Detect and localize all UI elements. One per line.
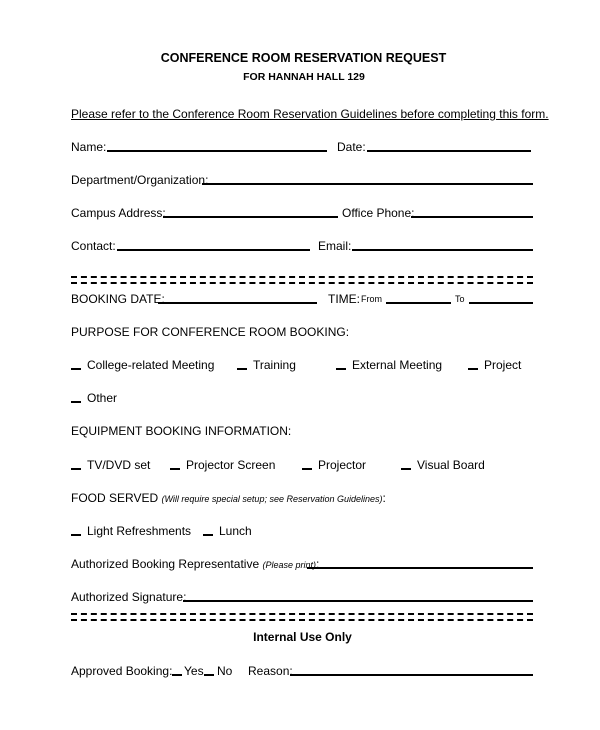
- department-field[interactable]: [202, 183, 533, 185]
- form-subtitle: FOR HANNAH HALL 129: [243, 71, 365, 83]
- representative-field[interactable]: [307, 567, 533, 569]
- food-option[interactable]: Light Refreshments: [71, 524, 191, 538]
- representative-label: Authorized Booking Representative (Please print):: [71, 557, 320, 571]
- campus-address-label: Campus Address:: [71, 206, 166, 220]
- instruction-text: Please refer to the Conference Room Reservation Guidelines before completing this form.: [71, 107, 549, 121]
- form-title: CONFERENCE ROOM RESERVATION REQUEST: [160, 51, 447, 65]
- checkbox-blank[interactable]: [336, 368, 346, 370]
- contact-field[interactable]: [117, 249, 310, 251]
- time-from-field[interactable]: [386, 302, 451, 304]
- name-label: Name:: [71, 140, 107, 154]
- checkbox-blank[interactable]: [71, 401, 81, 403]
- checkbox-blank[interactable]: [302, 468, 312, 470]
- booking-date-label: BOOKING DATE:: [71, 292, 165, 306]
- purpose-option[interactable]: College-related Meeting: [71, 358, 214, 372]
- checkbox-blank[interactable]: [204, 674, 214, 676]
- signature-field[interactable]: [183, 600, 533, 602]
- time-label: TIME:: [328, 292, 360, 306]
- checkbox-blank[interactable]: [237, 368, 247, 370]
- food-option[interactable]: Lunch: [203, 524, 252, 538]
- date-field[interactable]: [367, 150, 531, 152]
- purpose-option[interactable]: Training: [237, 358, 296, 372]
- date-label: Date:: [337, 140, 366, 154]
- department-label: Department/Organization:: [71, 173, 209, 187]
- approved-booking-label: Approved Booking:: [71, 664, 173, 678]
- approved-yes-option[interactable]: Yes: [172, 664, 204, 678]
- checkbox-blank[interactable]: [401, 468, 411, 470]
- equipment-option[interactable]: TV/DVD set: [71, 458, 150, 472]
- purpose-option[interactable]: Project: [468, 358, 521, 372]
- food-heading: FOOD SERVED (Will require special setup; see Reservation Guidelines):: [71, 491, 386, 505]
- approved-no-option[interactable]: No: [204, 664, 232, 678]
- checkbox-blank[interactable]: [71, 468, 81, 470]
- office-phone-field[interactable]: [411, 216, 533, 218]
- checkbox-blank[interactable]: [170, 468, 180, 470]
- section-divider: [71, 613, 533, 621]
- checkbox-blank[interactable]: [203, 534, 213, 536]
- reason-field[interactable]: [290, 674, 533, 676]
- equipment-heading: EQUIPMENT BOOKING INFORMATION:: [71, 424, 292, 438]
- reason-label: Reason:: [248, 664, 293, 678]
- campus-address-field[interactable]: [163, 216, 338, 218]
- equipment-option[interactable]: Visual Board: [401, 458, 485, 472]
- contact-label: Contact:: [71, 239, 116, 253]
- equipment-option[interactable]: Projector: [302, 458, 366, 472]
- checkbox-blank[interactable]: [172, 674, 182, 676]
- checkbox-blank[interactable]: [468, 368, 478, 370]
- checkbox-blank[interactable]: [71, 534, 81, 536]
- booking-date-field[interactable]: [158, 302, 317, 304]
- email-field[interactable]: [352, 249, 533, 251]
- office-phone-label: Office Phone:: [342, 206, 415, 220]
- equipment-option[interactable]: Projector Screen: [170, 458, 275, 472]
- section-divider: [71, 276, 533, 284]
- internal-use-heading: Internal Use Only: [253, 630, 352, 644]
- email-label: Email:: [318, 239, 352, 253]
- checkbox-blank[interactable]: [71, 368, 81, 370]
- time-to-label: To: [455, 294, 465, 304]
- time-to-field[interactable]: [469, 302, 533, 304]
- name-field[interactable]: [107, 150, 327, 152]
- purpose-heading: PURPOSE FOR CONFERENCE ROOM BOOKING:: [71, 325, 350, 339]
- purpose-option[interactable]: Other: [71, 391, 117, 405]
- purpose-option[interactable]: External Meeting: [336, 358, 442, 372]
- time-from-label: From: [361, 294, 382, 304]
- signature-label: Authorized Signature:: [71, 590, 187, 604]
